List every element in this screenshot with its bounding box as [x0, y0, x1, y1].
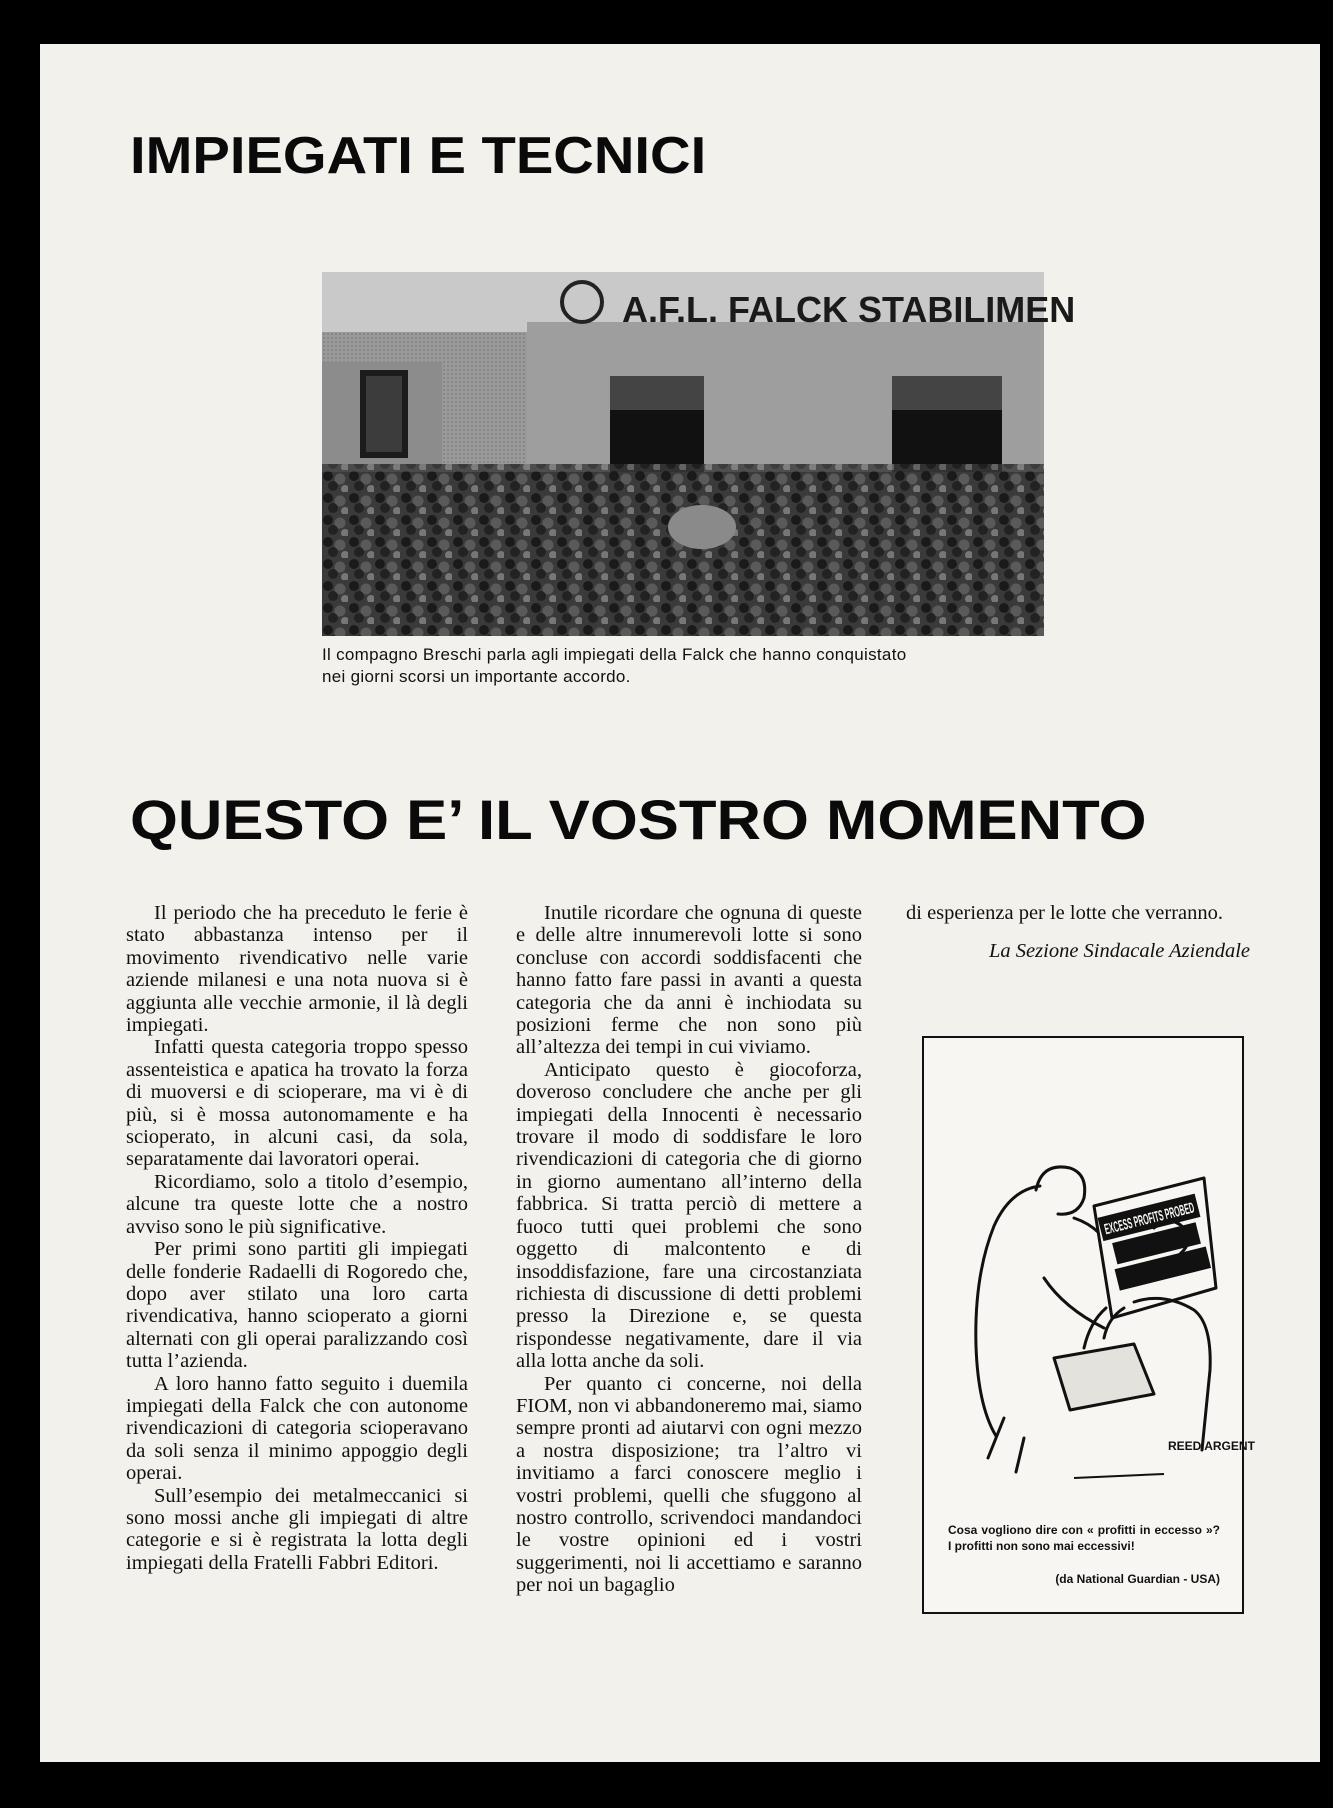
cartoon-illustration [944, 1058, 1255, 1498]
article-column-1 [126, 902, 468, 1574]
article-headline: QUESTO E’ IL VOSTRO MOMENTO [130, 788, 1147, 851]
newspaper-page [40, 44, 1320, 1762]
factory-sign-text: A.F.L. FALCK STABILIMEN [622, 289, 1076, 330]
cartoon-caption: Cosa vogliono dire con « profitti in eccesso »? I profitti non sono mai eccessivi! [948, 1523, 1220, 1553]
news-photo [322, 272, 1076, 636]
article-paragraph: Inutile ricordare che ognuna di queste e delle altre innumerevoli lotte si sono concluse con accordi soddisfacenti che hanno fatto fare passi in avanti a questa categoria che da anni è inchiodata su posizioni ferme che non sono più all’altezza dei tempi in cui viviamo. [516, 902, 862, 1059]
cartoon-box [922, 1036, 1255, 1614]
photo-caption-line: Il compagno Breschi parla agli impiegati della Falck che hanno conquistato [322, 645, 907, 664]
cartoon-source: (da National Guardian - USA) [1055, 1572, 1220, 1586]
article-paragraph: Per quanto ci concerne, noi della FIOM, non vi abbandoneremo mai, siamo sempre pronti ad aiutarvi con ogni mezzo a nostra disposizione; tra l’altro vi invitiamo a farci conoscere meglio i vostri problemi, quelli che sfuggono al nostro controllo, scrivendoci mandandoci le vostre opinioni ed i vostri suggerimenti, noi li accettiamo e saranno per noi un bagaglio [516, 1372, 862, 1597]
photo-caption [322, 644, 1102, 688]
article-column-3 [906, 902, 1250, 963]
article-paragraph: di esperienza per le lotte che verranno. [906, 902, 1224, 924]
article-paragraph: Sull’esempio dei metalmeccanici si sono mossi anche gli impiegati di altre categorie e si è registrata la lotta degli impiegati della Fratelli Fabbri Editori. [126, 1484, 468, 1574]
photo-caption-line: nei giorni scorsi un importante accordo. [322, 667, 631, 686]
article-paragraph: A loro hanno fatto seguito i duemila impiegati della Falck che con autonome rivendicazioni di categoria scioperavano da soli senza il minimo appoggio degli operai. [126, 1372, 468, 1485]
article-paragraph: Anticipato questo è giocoforza, doveroso concludere che anche per gli impiegati della Innocenti è necessario trovare il modo di soddisfare le loro rivendicazioni di categoria che di giorno in giorno aumentano all’interno della fabbrica. Si tratta perciò di mettere a fuoco tutti quei problemi che sono oggetto di malcontento e di insoddisfazione, fare una circostanziata richiesta di discussione di detti problemi presso la Direzione e, se questa rispondesse negativamente, dare il via alla lotta anche da soli. [516, 1058, 862, 1373]
article-signature: La Sezione Sindacale Aziendale [989, 940, 1250, 963]
article-paragraph: Il periodo che ha preceduto le ferie è stato abbastanza intenso per il movimento rivendicativo nelle varie aziende milanesi e una nota nuova si è aggiunta alle vecchie armonie, il là degli impiegati. [126, 902, 468, 1037]
article-paragraph: Per primi sono partiti gli impiegati delle fonderie Radaelli di Rogoredo che, dopo aver stilato una loro carta rivendicativa, hanno scioperato a giorni alternati con gli operai paralizzando così tutta l’azienda. [126, 1238, 468, 1373]
section-title: IMPIEGATI E TECNICI [130, 127, 707, 185]
article-paragraph: Infatti questa categoria troppo spesso assenteistica e apatica ha trovato la forza di muoversi e di scioperare, ma vi è di più, si è mossa autonomamente e ha scioperato, in alcuni casi, da sola, separatamente dai lavoratori operai. [126, 1036, 468, 1171]
cartoon-artist-signature: REED ARGENT [1168, 1439, 1255, 1453]
article-column-2 [516, 902, 862, 1597]
article-paragraph: Ricordiamo, solo a titolo d’esempio, alcune tra queste lotte che a nostro avviso sono le più significative. [126, 1170, 468, 1238]
